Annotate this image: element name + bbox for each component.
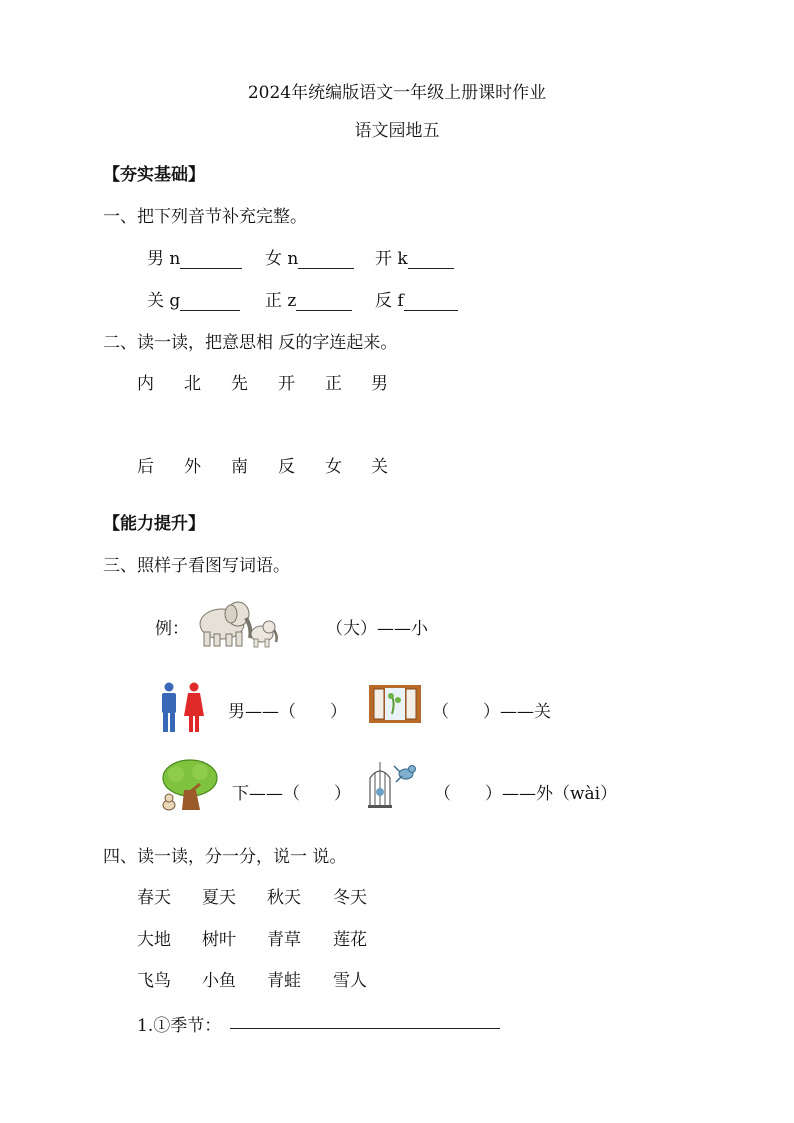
q2-bottom-char[interactable]: 女 bbox=[325, 457, 342, 477]
q1-pinyin-start: g bbox=[169, 291, 181, 311]
q2-bottom-char[interactable]: 反 bbox=[278, 457, 295, 477]
q2-top-char[interactable]: 北 bbox=[184, 374, 201, 394]
q3-example-text: （大）——小 bbox=[326, 619, 428, 639]
q3-item-1[interactable]: 男——（ ） bbox=[228, 702, 347, 722]
q3-example-label: 例： bbox=[155, 619, 189, 639]
q1-answer-blank[interactable] bbox=[408, 250, 454, 269]
q4-sub1-answer-line[interactable] bbox=[230, 1010, 500, 1029]
q2-top-char[interactable]: 正 bbox=[325, 374, 342, 394]
q2-bottom-char[interactable]: 南 bbox=[231, 457, 248, 477]
q4-sub1-label: 1.①季节： bbox=[137, 1016, 222, 1036]
q1-char: 关 bbox=[147, 291, 164, 311]
q4-word: 青草 bbox=[267, 930, 301, 950]
q2-top-char[interactable]: 开 bbox=[278, 374, 295, 394]
q1-answer-blank[interactable] bbox=[296, 292, 352, 311]
q1-item bbox=[147, 244, 242, 269]
q2-heading: 二、读一读，把意思相 反的字连起来。 bbox=[103, 333, 398, 353]
q1-char: 反 bbox=[375, 291, 392, 311]
q4-word: 雪人 bbox=[333, 971, 367, 991]
birdcage-icon bbox=[364, 758, 420, 814]
q4-word: 青蛙 bbox=[267, 971, 301, 991]
window-icon bbox=[368, 684, 422, 724]
q1-pinyin-start: f bbox=[397, 291, 404, 311]
q1-pinyin-start: z bbox=[287, 291, 297, 311]
q1-pinyin-start: k bbox=[397, 249, 408, 269]
q4-word: 夏天 bbox=[202, 888, 236, 908]
section-ability-heading: 【能力提升】 bbox=[103, 514, 205, 534]
q1-char: 正 bbox=[265, 291, 282, 311]
q1-pinyin-start: n bbox=[287, 249, 299, 269]
q1-item bbox=[265, 244, 354, 269]
q4-word: 冬天 bbox=[333, 888, 367, 908]
q1-item bbox=[147, 286, 240, 311]
q1-item bbox=[375, 244, 454, 269]
elephants-icon bbox=[194, 594, 280, 650]
q4-word: 树叶 bbox=[202, 930, 236, 950]
q4-word: 莲花 bbox=[333, 930, 367, 950]
man-woman-icon bbox=[158, 682, 206, 734]
section-basic-heading: 【夯实基础】 bbox=[103, 165, 205, 185]
q4-word: 飞鸟 bbox=[137, 971, 171, 991]
q4-heading: 四、读一读，分一分，说一 说。 bbox=[103, 847, 347, 867]
q3-heading: 三、照样子看图写词语。 bbox=[103, 556, 290, 576]
q4-word: 大地 bbox=[137, 930, 171, 950]
page-title: 2024年统编版语文一年级上册课时作业 bbox=[247, 83, 547, 103]
q1-item bbox=[265, 286, 352, 311]
q2-top-char[interactable]: 男 bbox=[371, 374, 388, 394]
q4-word: 春天 bbox=[137, 888, 171, 908]
q1-item bbox=[375, 286, 458, 311]
q1-answer-blank[interactable] bbox=[298, 250, 354, 269]
q1-heading: 一、把下列音节补充完整。 bbox=[103, 207, 307, 227]
q1-pinyin-start: n bbox=[169, 249, 181, 269]
lesson-subtitle: 语文园地五 bbox=[354, 121, 440, 141]
q3-item-3[interactable]: 下——（ ） bbox=[232, 784, 351, 804]
q2-bottom-char[interactable]: 后 bbox=[137, 457, 154, 477]
q3-item-2[interactable]: （ ）——关 bbox=[432, 702, 551, 722]
q1-answer-blank[interactable] bbox=[180, 250, 242, 269]
q4-word: 小鱼 bbox=[202, 971, 236, 991]
q4-word: 秋天 bbox=[267, 888, 301, 908]
q1-answer-blank[interactable] bbox=[404, 292, 458, 311]
q1-char: 男 bbox=[147, 249, 164, 269]
q1-answer-blank[interactable] bbox=[180, 292, 240, 311]
q2-bottom-char[interactable]: 关 bbox=[371, 457, 388, 477]
q1-char: 开 bbox=[375, 249, 392, 269]
q2-top-char[interactable]: 先 bbox=[231, 374, 248, 394]
q2-bottom-char[interactable]: 外 bbox=[184, 457, 201, 477]
tree-icon bbox=[160, 758, 218, 814]
q3-item-4[interactable]: （ ）——外（wài） bbox=[434, 784, 618, 804]
q2-top-char[interactable]: 内 bbox=[137, 374, 154, 394]
q1-char: 女 bbox=[265, 249, 282, 269]
